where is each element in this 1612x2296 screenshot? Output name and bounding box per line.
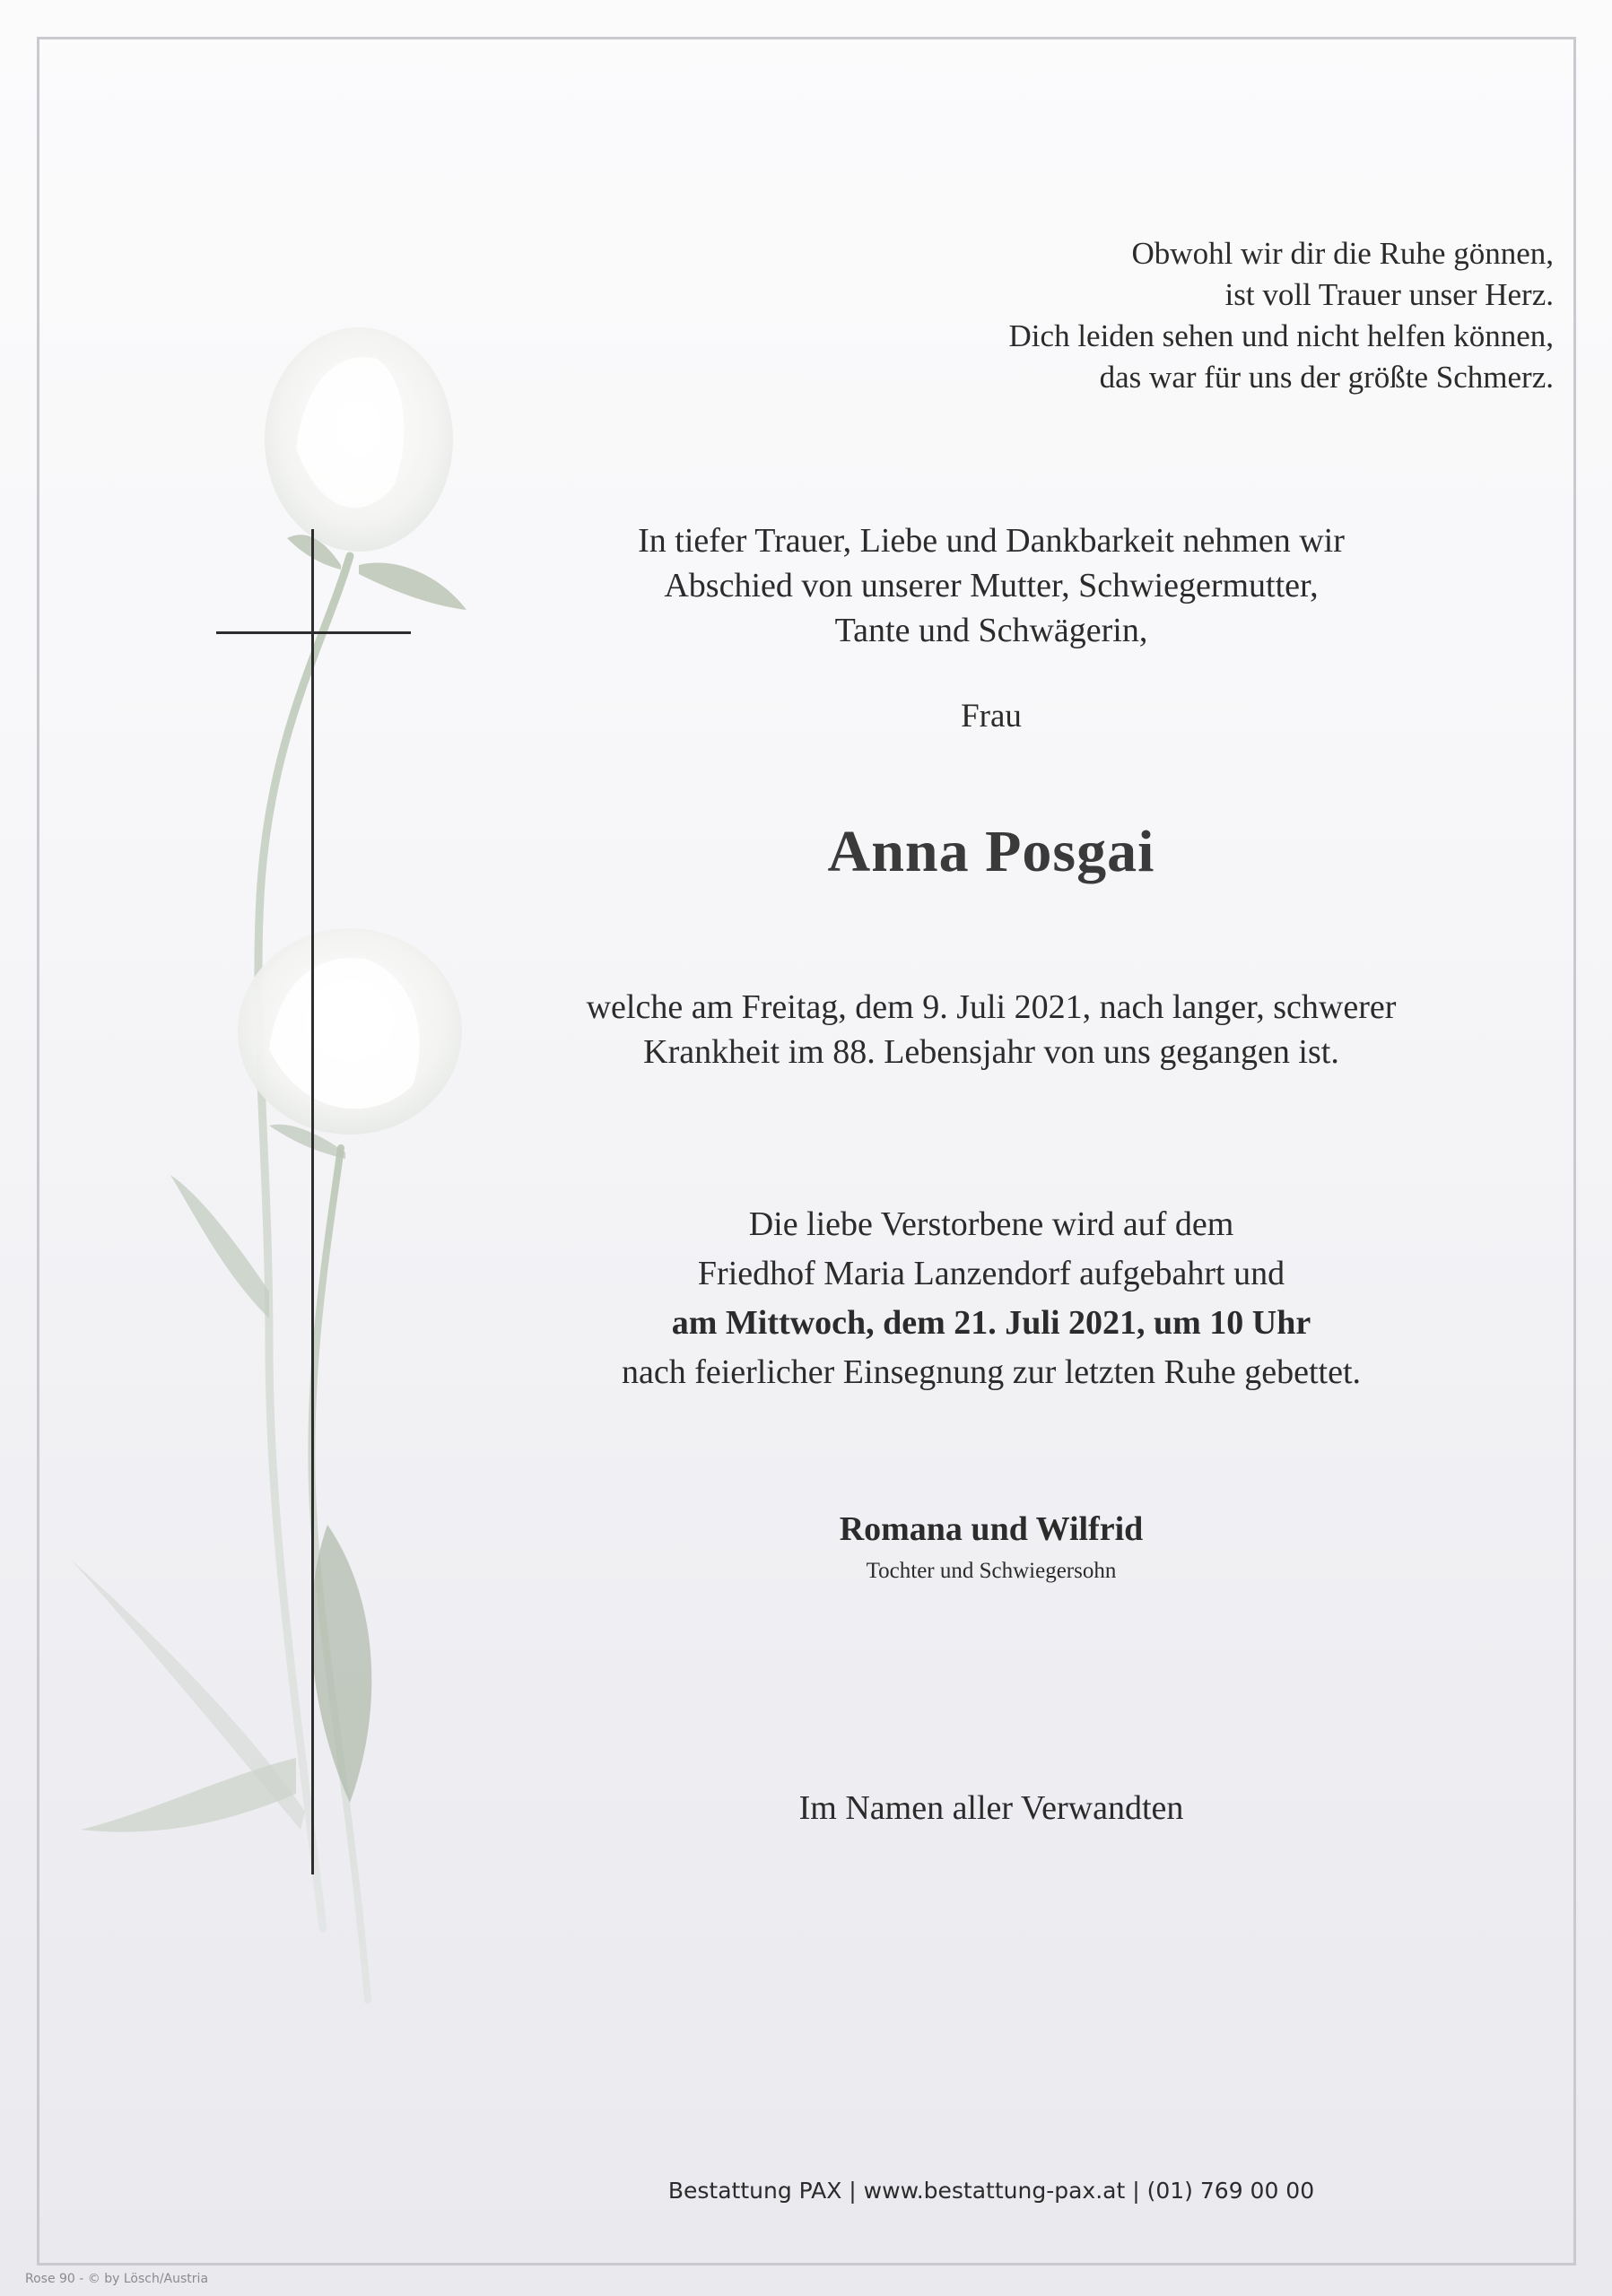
survivor-names: Romana und Wilfrid bbox=[839, 1510, 1144, 1548]
funeral-line: nach feierlicher Einsegnung zur letzten Ruhe gebettet. bbox=[621, 1353, 1362, 1391]
death-notice bbox=[502, 985, 1480, 1074]
memorial-poem bbox=[746, 233, 1554, 398]
announcement-line: Abschied von unserer Mutter, Schwiegermutter, bbox=[664, 567, 1319, 604]
salutation: Frau bbox=[961, 698, 1022, 735]
poem-line: das war für uns der größte Schmerz. bbox=[1099, 360, 1554, 395]
cross-horizontal-bar bbox=[216, 631, 411, 634]
funeral-line: Die liebe Verstorbene wird auf dem bbox=[748, 1205, 1234, 1243]
death-notice-line: welche am Freitag, dem 9. Juli 2021, nach langer, schwerer bbox=[586, 988, 1397, 1026]
deceased-name: Anna Posgai bbox=[827, 819, 1155, 884]
relatives-line: Im Namen aller Verwandten bbox=[798, 1789, 1184, 1827]
image-credit: Rose 90 - © by Lösch/Austria bbox=[25, 2272, 209, 2286]
announcement-line: In tiefer Trauer, Liebe und Dankbarkeit nehmen wir bbox=[638, 522, 1345, 560]
cross-vertical-bar bbox=[311, 529, 314, 1874]
poem-line: Obwohl wir dir die Ruhe gönnen, bbox=[1131, 236, 1554, 271]
funeral-details bbox=[502, 1200, 1480, 1397]
death-notice-line: Krankheit im 88. Lebensjahr von uns gegangen ist. bbox=[643, 1033, 1339, 1071]
funeral-date-time: am Mittwoch, dem 21. Juli 2021, um 10 Uhr bbox=[671, 1304, 1311, 1342]
poem-line: Dich leiden sehen und nicht helfen können, bbox=[1008, 318, 1554, 353]
funeral-home-footer: Bestattung PAX | www.bestattung-pax.at | (01) 769 00 00 bbox=[667, 2178, 1315, 2204]
funeral-line: Friedhof Maria Lanzendorf aufgebahrt und bbox=[697, 1255, 1285, 1292]
announcement-line: Tante und Schwägerin, bbox=[834, 612, 1148, 649]
survivor-relation: Tochter und Schwiegersohn bbox=[866, 1559, 1117, 1583]
poem-line: ist voll Trauer unser Herz. bbox=[1224, 277, 1554, 312]
mourning-announcement bbox=[502, 518, 1480, 653]
